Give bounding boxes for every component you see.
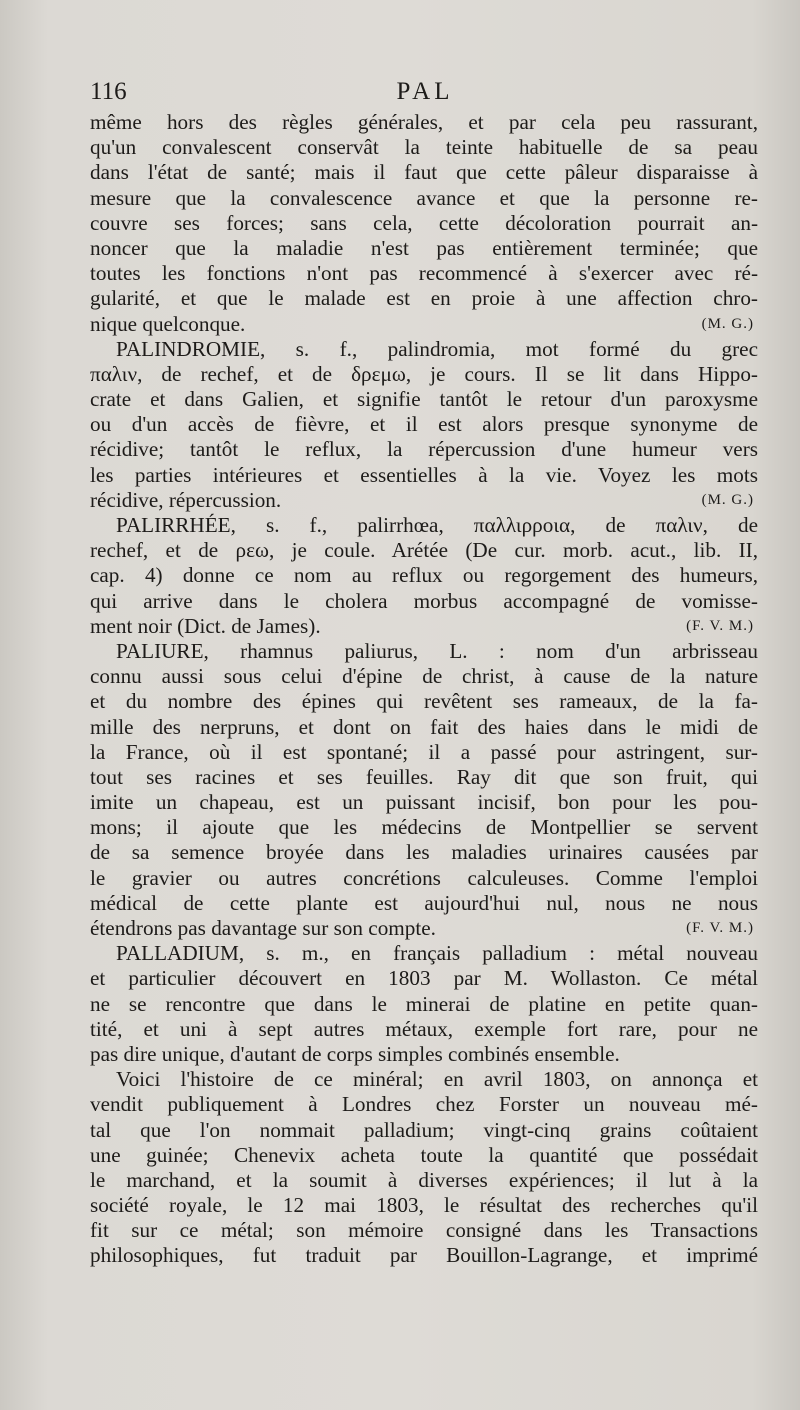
text-line-content: et particulier découvert en 1803 par M. Wollaston. Ce métal bbox=[90, 966, 758, 991]
text-line bbox=[90, 941, 758, 966]
text-line bbox=[90, 992, 758, 1017]
text-line bbox=[90, 437, 758, 462]
text-line-content: nique quelconque. bbox=[90, 311, 246, 336]
text-line bbox=[90, 966, 758, 991]
text-line-content: société royale, le 12 mai 1803, le résultat des recherches qu'il bbox=[90, 1193, 758, 1218]
text-line bbox=[90, 715, 758, 740]
text-line bbox=[90, 1168, 758, 1193]
text-line-content: tité, et uni à sept autres métaux, exemple fort rare, pour ne bbox=[90, 1016, 758, 1041]
text-line bbox=[90, 689, 758, 714]
text-line-content: mille des nerpruns, et dont on fait des haies dans le midi de bbox=[90, 714, 758, 739]
text-line-content: vendit publiquement à Londres chez Forster un nouveau mé- bbox=[90, 1092, 758, 1117]
text-line-content: mesure que la convalescence avance et que la personne re- bbox=[90, 185, 758, 210]
text-line-content: PALINDROMIE, s. f., palindromia, mot formé du grec bbox=[116, 336, 758, 361]
text-line bbox=[90, 488, 758, 513]
text-line-content: couvre ses forces; sans cela, cette décoloration pourrait an- bbox=[90, 210, 758, 235]
text-line bbox=[90, 412, 758, 437]
text-line bbox=[90, 639, 758, 664]
text-line-content: étendrons pas davantage sur son compte. bbox=[90, 916, 436, 940]
text-line-content: noncer que la maladie n'est pas entièrement terminée; que bbox=[90, 235, 758, 260]
text-line-content: fit sur ce métal; son mémoire consigné dans les Transactions bbox=[90, 1218, 758, 1243]
text-line bbox=[90, 513, 758, 538]
author-signature: (F. V. M.) bbox=[686, 920, 754, 936]
text-line-content: la France, où il est spontané; il a passé pour astringent, sur- bbox=[90, 739, 758, 764]
text-line-content: récidive, répercussion. bbox=[90, 487, 282, 512]
text-line bbox=[90, 160, 758, 185]
text-line-content: PALIRRHÉE, s. f., palirrhœa, παλλιρροια, de παλιν, de bbox=[116, 513, 758, 537]
text-line-content: cap. 4) donne ce nom au reflux ou regorgement des humeurs, bbox=[90, 563, 758, 588]
text-line bbox=[90, 463, 758, 488]
text-line-content: philosophiques, fut traduit par Bouillon-Lagrange, et imprimé bbox=[90, 1243, 758, 1268]
text-line-content: le marchand, et la soumit à diverses expériences; il lut à la bbox=[90, 1167, 758, 1192]
text-line bbox=[90, 337, 758, 362]
text-line bbox=[90, 312, 758, 337]
running-head: PAL bbox=[396, 78, 454, 105]
text-line-content: rechef, et de ρεω, je coule. Arétée (De cur. morb. acut., lib. II, bbox=[90, 538, 758, 563]
text-line-content: pas dire unique, d'autant de corps simples combinés ensemble. bbox=[90, 1041, 620, 1066]
text-line bbox=[90, 589, 758, 614]
text-line bbox=[90, 563, 758, 588]
text-line-content: connu aussi sous celui d'épine de christ, à cause de la nature bbox=[90, 664, 758, 689]
text-line-content: récidive; tantôt le reflux, la répercussion d'une humeur vers bbox=[90, 437, 758, 462]
page-header bbox=[90, 78, 760, 114]
text-line-content: crate et dans Galien, et signifie tantôt le retour d'un paroxysme bbox=[90, 387, 758, 412]
text-line-content: tout ses racines et ses feuilles. Ray dit que son fruit, qui bbox=[90, 764, 758, 789]
text-line bbox=[90, 815, 758, 840]
text-line bbox=[90, 891, 758, 916]
text-line-content: de sa semence broyée dans les maladies urinaires causées par bbox=[90, 840, 758, 865]
text-line-content: même hors des règles générales, et par cela peu rassurant, bbox=[90, 110, 758, 134]
text-line-content: gularité, et que le malade est en proie à une affection chro- bbox=[90, 286, 758, 311]
text-line bbox=[90, 740, 758, 765]
author-signature: (M. G.) bbox=[701, 491, 754, 508]
text-line bbox=[90, 1143, 758, 1168]
text-line-content: dans l'état de santé; mais il faut que cette pâleur disparaisse à bbox=[90, 160, 758, 185]
text-line bbox=[90, 664, 758, 689]
body-text bbox=[90, 110, 758, 1269]
text-line bbox=[90, 1243, 758, 1268]
text-line-content: une guinée; Chenevix acheta toute la quantité que possédait bbox=[90, 1142, 758, 1167]
text-line bbox=[90, 110, 758, 135]
text-line bbox=[90, 866, 758, 891]
text-line-content: médical de cette plante est aujourd'hui nul, nous ne nous bbox=[90, 890, 758, 915]
text-line-content: ment noir (Dict. de James). bbox=[90, 613, 321, 638]
text-line bbox=[90, 1067, 758, 1092]
text-line bbox=[90, 1118, 758, 1143]
text-line bbox=[90, 840, 758, 865]
text-line bbox=[90, 1092, 758, 1117]
text-line bbox=[90, 236, 758, 261]
text-line-content: et du nombre des épines qui revêtent ses rameaux, de la fa- bbox=[90, 689, 758, 714]
text-line-content: le gravier ou autres concrétions calculeuses. Comme l'emploi bbox=[90, 865, 758, 890]
text-line bbox=[90, 1017, 758, 1042]
text-line-content: mons; il ajoute que les médecins de Montpellier se servent bbox=[90, 815, 758, 840]
text-line bbox=[90, 387, 758, 412]
text-line-content: qui arrive dans le cholera morbus accompagné de vomisse- bbox=[90, 588, 758, 613]
text-line-content: qu'un convalescent conservât la teinte habituelle de sa peau bbox=[90, 135, 758, 160]
text-line-content: PALIURE, rhamnus paliurus, L. : nom d'un arbrisseau bbox=[116, 638, 758, 663]
text-line bbox=[90, 1042, 758, 1067]
text-line bbox=[90, 211, 758, 236]
author-signature: (M. G.) bbox=[701, 315, 754, 332]
text-line bbox=[90, 538, 758, 563]
text-line-content: PALLADIUM, s. m., en français palladium : métal nouveau bbox=[116, 941, 758, 966]
text-line bbox=[90, 286, 758, 311]
text-line-content: les parties intérieures et essentielles à la vie. Voyez les mots bbox=[90, 462, 758, 487]
text-line-content: ne se rencontre que dans le minerai de platine en petite quan- bbox=[90, 991, 758, 1016]
text-line bbox=[90, 1193, 758, 1218]
text-line-content: toutes les fonctions n'ont pas recommencé à s'exercer avec ré- bbox=[90, 261, 758, 286]
text-line bbox=[90, 362, 758, 387]
page-number: 116 bbox=[90, 78, 127, 105]
text-line-content: tal que l'on nommait palladium; vingt-cinq grains coûtaient bbox=[90, 1117, 758, 1142]
text-line bbox=[90, 765, 758, 790]
text-line bbox=[90, 135, 758, 160]
text-line bbox=[90, 261, 758, 286]
text-line bbox=[90, 790, 758, 815]
text-line bbox=[90, 916, 758, 941]
text-line-content: imite un chapeau, est un puissant incisif, bon pour les pou- bbox=[90, 790, 758, 815]
text-line-content: Voici l'histoire de ce minéral; en avril 1803, on annonça et bbox=[116, 1067, 758, 1092]
text-line bbox=[90, 614, 758, 639]
text-line bbox=[90, 1218, 758, 1243]
text-line bbox=[90, 186, 758, 211]
text-line-content: ou d'un accès de fièvre, et il est alors presque synonyme de bbox=[90, 412, 758, 437]
text-line-content: παλιν, de rechef, et de δρεμω, je cours. Il se lit dans Hippo- bbox=[90, 361, 758, 386]
author-signature: (F. V. M.) bbox=[686, 617, 754, 634]
